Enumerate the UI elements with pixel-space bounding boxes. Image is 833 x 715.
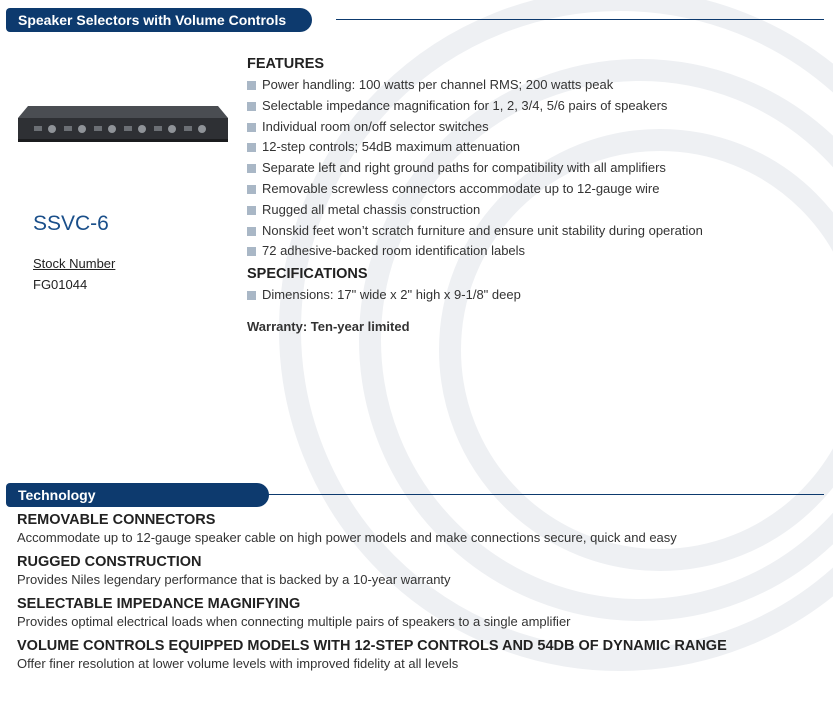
section-rule xyxy=(261,494,824,495)
technology-title: RUGGED CONSTRUCTION xyxy=(17,554,202,570)
feature-text: Removable screwless connectors accommodate up to 12-gauge wire xyxy=(262,180,660,196)
technology-item xyxy=(17,637,817,673)
product-image xyxy=(16,100,230,150)
square-bullet-icon xyxy=(247,291,256,300)
feature-item xyxy=(247,117,817,138)
technology-item xyxy=(17,553,817,589)
square-bullet-icon xyxy=(247,185,256,194)
technology-title: REMOVABLE CONNECTORS xyxy=(17,512,216,528)
technology-list xyxy=(17,511,817,679)
spec-item xyxy=(247,285,817,306)
feature-item xyxy=(247,158,817,179)
feature-text: 72 adhesive-backed room identification labels xyxy=(262,243,526,259)
feature-text: Individual room on/off selector switches xyxy=(262,118,489,134)
section-title: Speaker Selectors with Volume Controls xyxy=(6,8,312,32)
technology-description: Offer finer resolution at lower volume levels with improved fidelity at all levels xyxy=(17,656,459,671)
technology-title: VOLUME CONTROLS EQUIPPED MODELS WITH 12-STEP CONTROLS AND 54DB OF DYNAMIC RANGE xyxy=(17,638,727,654)
square-bullet-icon xyxy=(247,164,256,173)
features-heading: FEATURES xyxy=(247,56,325,72)
square-bullet-icon xyxy=(247,81,256,90)
feature-item xyxy=(247,96,817,117)
technology-title: SELECTABLE IMPEDANCE MAGNIFYING xyxy=(17,596,301,612)
technology-item xyxy=(17,595,817,631)
square-bullet-icon xyxy=(247,123,256,132)
section-header-speaker-selectors xyxy=(6,8,824,32)
feature-text: 12-step controls; 54dB maximum attenuation xyxy=(262,139,520,155)
feature-item xyxy=(247,241,817,262)
section-header-technology xyxy=(6,483,824,507)
warranty-text: Warranty: Ten-year limited xyxy=(247,318,410,334)
features-block xyxy=(247,56,817,334)
square-bullet-icon xyxy=(247,206,256,215)
square-bullet-icon xyxy=(247,143,256,152)
feature-item xyxy=(247,179,817,200)
stock-number-label: Stock Number xyxy=(33,256,116,271)
spec-text: Dimensions: 17" wide x 2" high x 9-1/8" deep xyxy=(262,287,521,303)
technology-description: Provides optimal electrical loads when connecting multiple pairs of speakers to a single amplifier xyxy=(17,614,571,629)
feature-item xyxy=(247,200,817,221)
technology-description: Provides Niles legendary performance that is backed by a 10-year warranty xyxy=(17,572,451,587)
square-bullet-icon xyxy=(247,247,256,256)
feature-text: Rugged all metal chassis construction xyxy=(262,201,481,217)
stock-number-value: FG01044 xyxy=(33,277,88,292)
feature-item xyxy=(247,137,817,158)
square-bullet-icon xyxy=(247,102,256,111)
feature-text: Separate left and right ground paths for compatibility with all amplifiers xyxy=(262,160,666,176)
feature-text: Power handling: 100 watts per channel RMS; 200 watts peak xyxy=(262,77,614,92)
specifications-heading: SPECIFICATIONS xyxy=(247,266,368,283)
model-name: SSVC-6 xyxy=(33,212,109,235)
feature-text: Selectable impedance magnification for 1, 2, 3/4, 5/6 pairs of speakers xyxy=(262,97,668,113)
features-list xyxy=(247,75,817,262)
square-bullet-icon xyxy=(247,227,256,236)
feature-item xyxy=(247,75,817,96)
section-title: Technology xyxy=(6,483,269,507)
feature-item xyxy=(247,221,817,242)
feature-text: Nonskid feet won’t scratch furniture and ensure unit stability during operation xyxy=(262,222,703,238)
technology-description: Accommodate up to 12-gauge speaker cable on high power models and make connections secure, quick and easy xyxy=(17,530,677,545)
section-rule xyxy=(336,19,824,20)
specifications-list xyxy=(247,285,817,306)
technology-item xyxy=(17,511,817,547)
